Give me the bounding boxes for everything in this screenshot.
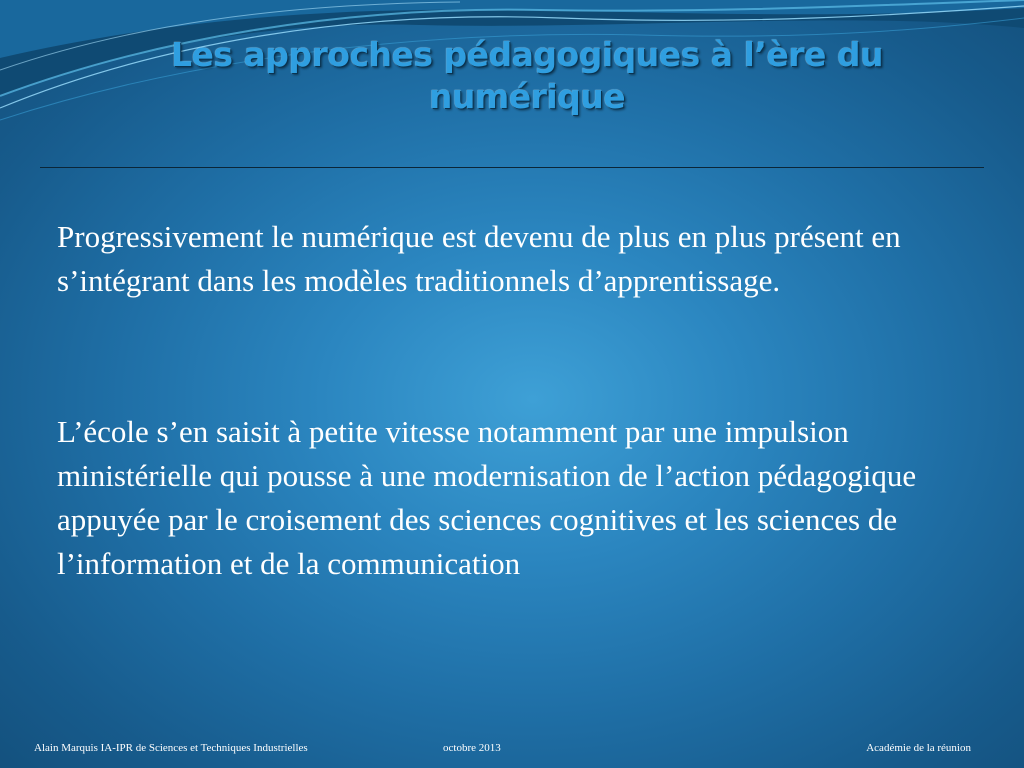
body-paragraph-1: Progressivement le numérique est devenu de plus en plus présent en s’intégrant dans les modèles traditionnels d’apprentissage.: [57, 219, 901, 298]
footer-author: Alain Marquis IA-IPR de Sciences et Techniques Industrielles: [34, 742, 308, 754]
footer-date: octobre 2013: [443, 742, 501, 754]
title-divider: [40, 167, 984, 168]
footer-academy: Académie de la réunion: [866, 742, 971, 754]
body-paragraph-2: L’école s’en saisit à petite vitesse notamment par une impulsion ministérielle qui pousse à une modernisation de l’action pédagogique appuyée par le croisement des sciences cognitives et les sciences de l’information et de la communication: [57, 414, 917, 581]
slide-title: Les approches pédagogiques à l’ère du numérique: [170, 35, 884, 116]
